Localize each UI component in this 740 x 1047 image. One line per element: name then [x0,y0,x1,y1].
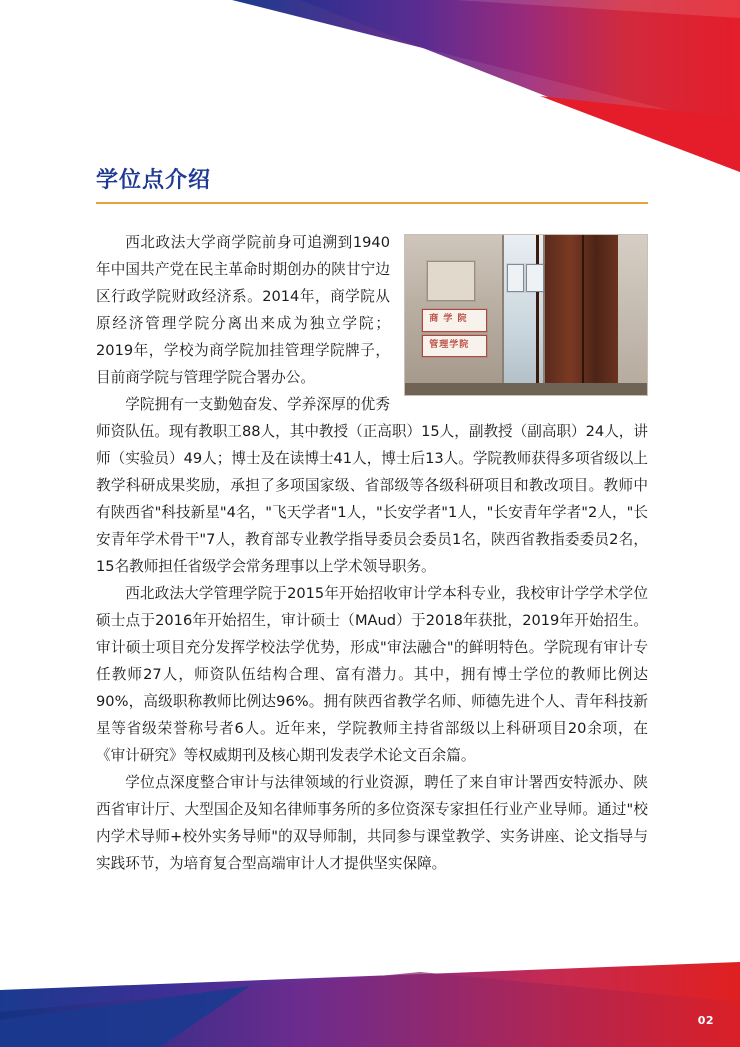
paragraph-1: 西北政法大学商学院前身可追溯到1940年中国共产党在民主革命时期创办的陕甘宁边区行政学院财政经济系。2014年，商学院从原经济管理学院分离出来成为独立学院；2019年，学校为商学院加挂管理学院牌子，目前商学院与管理学院合署办公。 [96,234,390,387]
photo-ground [405,383,647,396]
college-entrance-photo [404,234,648,396]
article-body [96,230,648,878]
top-decorative-banner [0,0,740,180]
photo-plaque-bottom-text: 管理学院 [429,339,470,350]
photo-notice-board [427,261,475,301]
page-title: 学位点介绍 [96,168,212,193]
photo-poster-left [507,264,525,292]
photo-door-frame [536,235,623,395]
page-content [96,168,648,878]
paragraph-4: 学位点深度整合审计与法律领域的行业资源，聘任了来自审计署西安特派办、陕西省审计厅、大型国企及知名律师事务所的多位资深专家担任行业产业导师。通过"校内学术导师+校外实务导师"的双导师制，共同参与课堂教学、实务讲座、论文指导与实践环节，为培育复合型高端审计人才提供坚实保障。 [96,774,648,873]
photo-plaque-top-text: 商 学 院 [429,314,468,325]
photo-poster-right [526,264,544,292]
page-number: 02 [697,1014,714,1027]
top-banner-graphic [0,0,740,180]
title-divider [96,202,648,204]
bottom-decorative-banner [0,962,740,1047]
paragraph-3: 西北政法大学管理学院于2015年开始招收审计学本科专业，我校审计学学术学位硕士点于2016年开始招生，审计硕士（MAud）于2018年获批，2019年开始招生。审计硕士项目充分发挥学校法学优势，形成"审法融合"的鲜明特色。学院现有审计专任教师27人，师资队伍结构合理、富有潜力。其中，拥有博士学位的教师比例达90%，高级职称教师比例达96%。拥有陕西省教学名师、师德先进个人、青年科技新星等省级荣誉称号者6人。近年来，学院教师主持省部级以上科研项目20余项，在《审计研究》等权威期刊及核心期刊发表学术论文百余篇。 [96,585,648,765]
bottom-banner-graphic [0,962,740,1047]
paragraph-2: 学院拥有一支勤勉奋发、学养深厚的优秀师资队伍。现有教职工88人，其中教授（正高职）15人，副教授（副高职）24人，讲师（实验员）49人；博士及在读博士41人，博士后13人。学院教师获得多项省级以上教学科研成果奖励，承担了多项国家级、省部级等各级科研项目和教改项目。教师中有陕西省"科技新星"4名，"飞天学者"1人，"长安学者"1人，"长安青年学者"2人，"长安青年学术骨干"7人，教育部专业教学指导委员会委员1名，陕西省教指委委员2名，15名教师担任省级学会常务理事以上学术领导职务。 [96,396,648,576]
photo-wall-right [618,235,647,395]
